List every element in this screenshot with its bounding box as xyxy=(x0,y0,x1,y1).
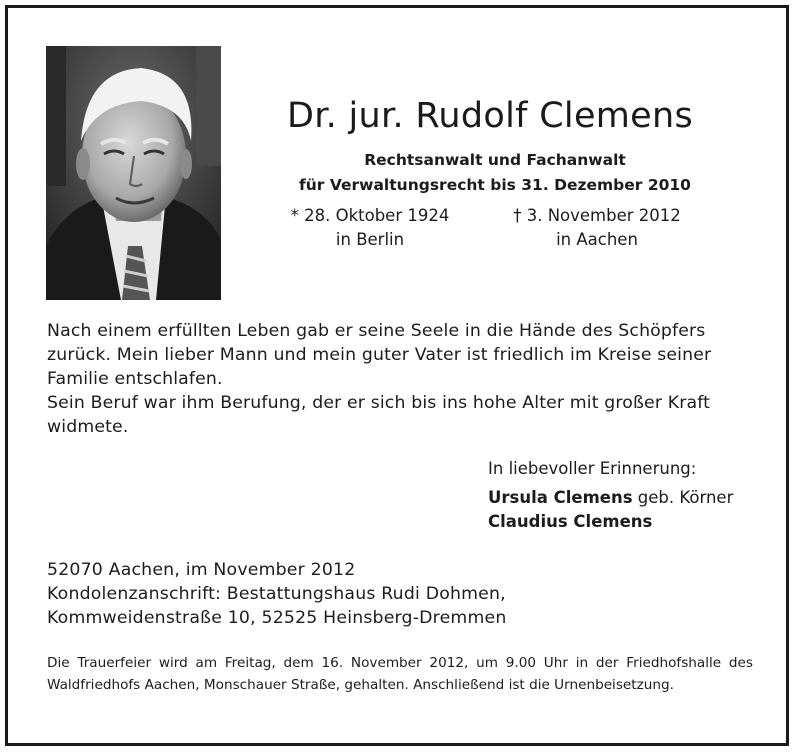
portrait-photo xyxy=(46,46,221,300)
birth-place: in Berlin xyxy=(335,230,405,249)
obituary-paragraph-1: Nach einem erfüllten Leben gab er seine Seele in die Hände des Schöpfers zurück. Mein lieber Mann und mein guter Vater ist friedlich im Kreise seiner Familie entschlafen. xyxy=(47,321,712,389)
signature-person-1-name: Ursula Clemens xyxy=(488,488,633,507)
condolence-address-line-1: Kondolenzanschrift: Bestattungshaus Rudi Dohmen, xyxy=(47,584,506,604)
funeral-notice-text: Die Trauerfeier wird am Freitag, dem 16. November 2012, um 9.00 Uhr in der Friedhofshalle des Waldfriedhofs Aachen, Monschauer Straße, gehalten. Anschließend ist die Urnenbeisetzung. xyxy=(47,655,753,693)
obituary-paragraph-2: Sein Beruf war ihm Berufung, der er sich bis ins hohe Alter mit großer Kraft widmete. xyxy=(47,393,711,437)
signature-person-1 xyxy=(488,488,733,507)
funeral-notice xyxy=(47,652,753,696)
obituary-text xyxy=(47,319,767,439)
profession-line-2: für Verwaltungsrecht bis 31. Dezember 2010 xyxy=(299,176,691,194)
condolence-address-line-2: Kommweidenstraße 10, 52525 Heinsberg-Dremmen xyxy=(47,608,507,628)
deceased-name: Dr. jur. Rudolf Clemens xyxy=(286,96,694,136)
signature-intro: In liebevoller Erinnerung: xyxy=(488,459,697,478)
place-date-line: 52070 Aachen, im November 2012 xyxy=(47,560,356,580)
birth-date: * 28. Oktober 1924 xyxy=(290,206,450,225)
signature-person-1-suffix: geb. Körner xyxy=(632,488,734,507)
profession-line-1: Rechtsanwalt und Fachanwalt xyxy=(364,151,626,169)
death-place: in Aachen xyxy=(556,230,638,249)
signature-person-2-name: Claudius Clemens xyxy=(488,512,653,531)
signature-person-2 xyxy=(488,512,652,531)
death-date: † 3. November 2012 xyxy=(513,206,681,225)
